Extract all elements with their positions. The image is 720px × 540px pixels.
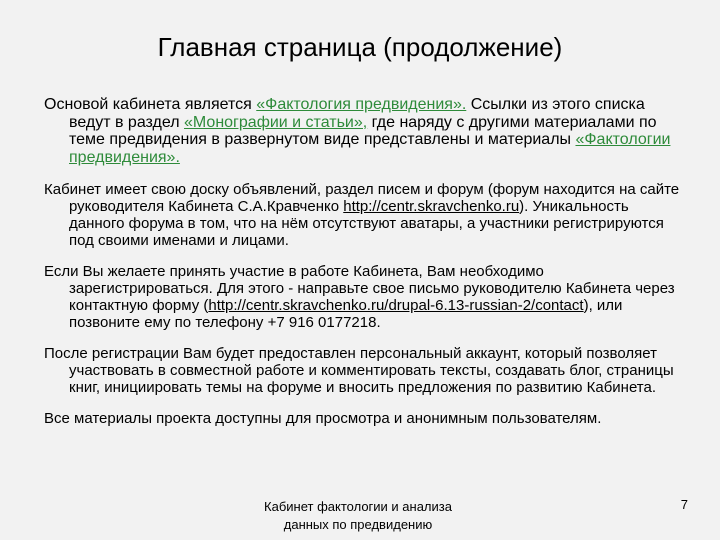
forum-text-2: ). Уникальность данного форума в том, что на нём отсутствуют аватары, а участники регистрируются под своими именами и лицами. (69, 198, 664, 249)
page-number: 7 (680, 497, 688, 512)
monographs-link[interactable]: «Монографии и статьи», (184, 113, 368, 131)
paragraph-intro (44, 96, 684, 166)
slide-title: Главная страница (продолжение) (157, 32, 563, 62)
register-text-2: ), или позвоните ему по телефону +7 916 0177218. (69, 297, 623, 331)
factology-materials-link[interactable]: «Фактологии предвидения». (69, 131, 671, 166)
register-text-1: Если Вы желаете принять участие в работе Кабинета, Вам необходимо зарегистрироваться. Для этого - направьте свое письмо руководителю Кабинета через контактную форму ( (44, 263, 675, 314)
slide-body (44, 96, 684, 427)
centr-skravchenko-link[interactable]: http://centr.skravchenko.ru (343, 198, 520, 215)
footer-line-2: данных по предвидению (283, 517, 433, 532)
paragraph-register (44, 263, 684, 331)
intro-text-2: Ссылки из этого списка ведут в раздел (69, 96, 645, 131)
paragraph-access: Все материалы проекта доступны для просмотра и анонимным пользователям. (44, 410, 602, 427)
intro-text-3: где наряду с другими материалами по теме предвидения в развернутом виде представлены и материалы (69, 113, 657, 148)
paragraph-forum (44, 181, 684, 249)
forum-text-1: Кабинет имеет свою доску объявлений, раздел писем и форум (форум находится на сайте руководителя Кабинета С.А.Кравченко (44, 181, 680, 215)
paragraph-account: После регистрации Вам будет предоставлен персональный аккаунт, который позволяет участвовать в совместной работе и комментировать тексты, создавать блог, страницы книг, инициировать темы на форуме и вносить предложения по развитию Кабинета. (44, 345, 674, 396)
intro-text-1: Основой кабинета является (44, 96, 257, 113)
contact-form-link[interactable]: http://centr.skravchenko.ru/drupal-6.13-russian-2/contact (208, 297, 584, 314)
factology-link[interactable]: «Фактология предвидения». (256, 96, 467, 113)
footer-line-1: Кабинет фактологии и анализа (264, 499, 452, 514)
footer-caption (230, 498, 486, 534)
